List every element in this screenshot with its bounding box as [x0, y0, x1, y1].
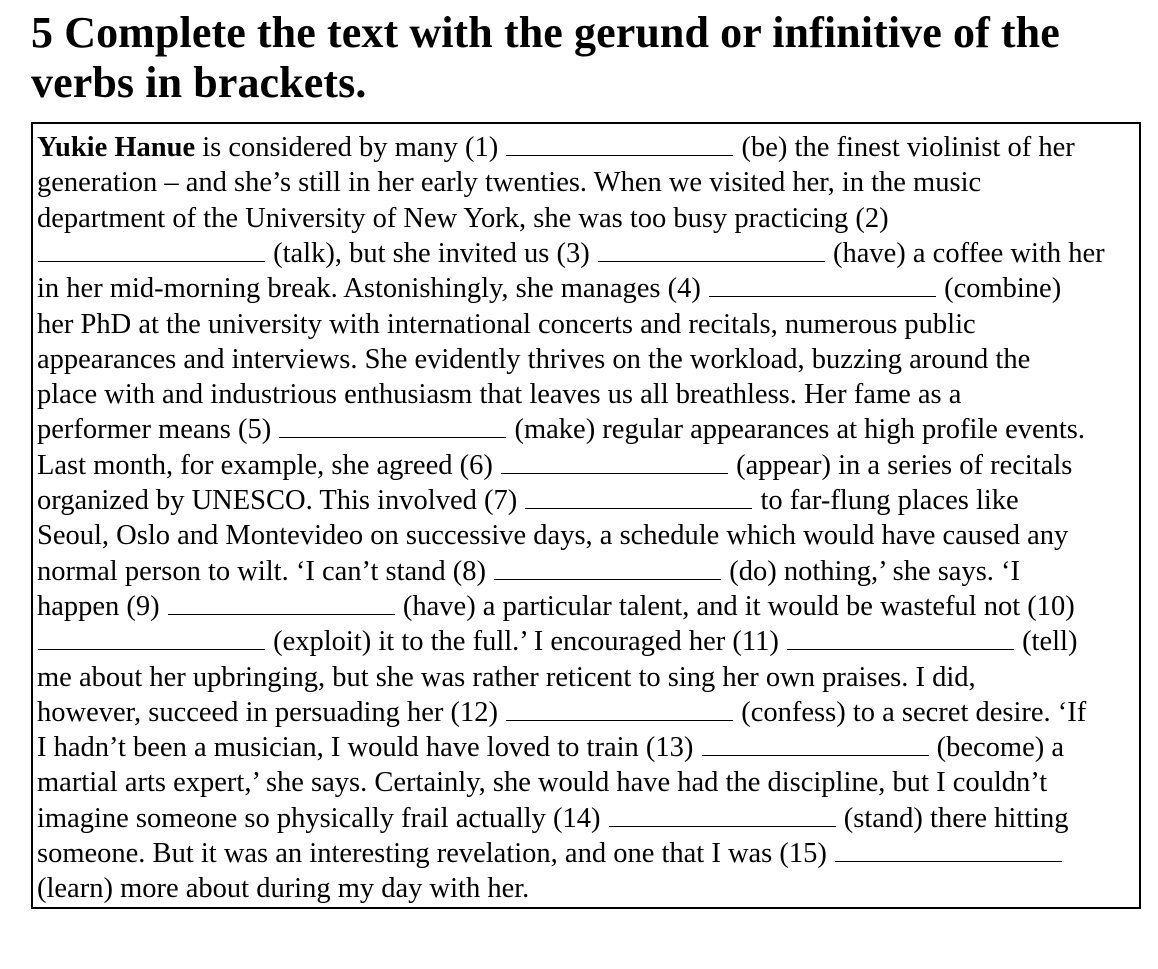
passage-line — [37, 201, 889, 236]
passage-fragment: me about her upbringing, but she was rather reticent to sing her own praises. I did, — [37, 661, 976, 693]
passage-fragment: I hadn’t been a musician, I would have loved to train (13) — [37, 732, 701, 764]
passage-fragment: appearances and interviews. She evidently thrives on the workload, buzzing around the — [37, 343, 1031, 375]
answer-blank[interactable] — [494, 579, 721, 580]
passage-fragment: Last month, for example, she agreed (6) — [37, 449, 500, 481]
answer-blank[interactable] — [38, 261, 265, 262]
passage-line — [37, 624, 1077, 659]
answer-blank[interactable] — [38, 649, 265, 650]
passage-line — [37, 801, 1069, 836]
passage-line — [37, 236, 1105, 271]
passage-fragment: department of the University of New York, she was too busy practicing (2) — [37, 202, 889, 234]
passage-box — [31, 122, 1141, 909]
passage-fragment: organized by UNESCO. This involved (7) — [37, 485, 525, 516]
passage-line — [37, 554, 1020, 589]
answer-blank[interactable] — [506, 155, 733, 156]
passage-fragment: (do) nothing,’ she says. ‘I — [722, 555, 1021, 587]
answer-blank[interactable] — [506, 720, 733, 721]
passage-line — [37, 730, 1064, 765]
passage-line — [37, 165, 981, 200]
passage-line — [37, 307, 976, 342]
passage-line — [37, 448, 1072, 483]
answer-blank[interactable] — [835, 861, 1062, 862]
passage-fragment: (learn) more about during my day with her. — [37, 873, 530, 905]
passage-line — [37, 483, 1019, 518]
answer-blank[interactable] — [787, 649, 1014, 650]
answer-blank[interactable] — [525, 508, 752, 509]
passage-fragment: Seoul, Oslo and Montevideo on successive days, a schedule which would have caused any — [37, 520, 1069, 552]
answer-blank[interactable] — [609, 826, 836, 827]
passage-line — [37, 660, 976, 695]
passage-fragment: (appear) in a series of recitals — [728, 449, 1073, 481]
passage-line — [37, 836, 1063, 871]
passage-fragment: (be) the finest violinist of her — [734, 132, 1075, 163]
passage-fragment: (tell) — [1014, 626, 1078, 658]
passage-line — [37, 695, 1086, 730]
passage-fragment: (confess) to a secret desire. ‘If — [734, 696, 1087, 728]
passage-line — [37, 271, 1061, 306]
passage-line — [37, 342, 1030, 377]
passage-fragment: normal person to wilt. ‘I can’t stand (8) — [37, 555, 494, 587]
passage-fragment: performer means (5) — [37, 414, 279, 446]
passage-fragment: (exploit) it to the full.’ I encouraged her (11) — [266, 626, 786, 658]
subject-name: Yukie Hanue — [37, 132, 196, 163]
passage-line — [37, 765, 1047, 800]
answer-blank[interactable] — [709, 296, 936, 297]
answer-blank[interactable] — [168, 614, 395, 615]
passage-fragment: generation – and she’s still in her early twenties. When we visited her, in the music — [37, 167, 982, 199]
answer-blank[interactable] — [598, 261, 825, 262]
passage-line — [37, 130, 1075, 165]
passage-fragment: (talk), but she invited us (3) — [266, 237, 597, 269]
passage-fragment: (make) regular appearances at high profile events. — [507, 414, 1085, 446]
answer-blank[interactable] — [501, 473, 728, 474]
passage-fragment: is considered by many (1) — [195, 132, 506, 163]
passage-line — [37, 518, 1068, 553]
answer-blank[interactable] — [702, 755, 929, 756]
answer-blank[interactable] — [279, 437, 506, 438]
passage-fragment: (have) a coffee with her — [825, 237, 1105, 269]
passage-fragment: (combine) — [936, 273, 1062, 305]
passage-line — [37, 377, 961, 412]
passage-fragment: to far-flung places like — [753, 485, 1019, 516]
passage-fragment: place with and industrious enthusiasm that leaves us all breathless. Her fame as a — [37, 379, 962, 411]
passage-fragment: her PhD at the university with international concerts and recitals, numerous public — [37, 308, 976, 340]
passage-fragment: someone. But it was an interesting revelation, and one that I was (15) — [37, 838, 834, 869]
passage-line — [37, 589, 1075, 624]
passage-line — [37, 412, 1085, 447]
passage-fragment: (become) a — [929, 732, 1064, 764]
passage-fragment: martial arts expert,’ she says. Certainly, she would have had the discipline, but I couldn’t — [37, 767, 1048, 799]
exercise-title: 5 Complete the text with the gerund or infinitive of the verbs in brackets. — [31, 8, 1060, 107]
passage-fragment: in her mid-morning break. Astonishingly, she manages (4) — [37, 273, 708, 305]
passage-fragment: imagine someone so physically frail actually (14) — [37, 802, 608, 834]
passage-line — [37, 871, 529, 906]
passage-fragment: however, succeed in persuading her (12) — [37, 696, 506, 728]
passage-fragment: (have) a particular talent, and it would be wasteful not (10) — [395, 590, 1075, 622]
passage-fragment: (stand) there hitting — [836, 802, 1069, 834]
passage-fragment: happen (9) — [37, 590, 167, 622]
